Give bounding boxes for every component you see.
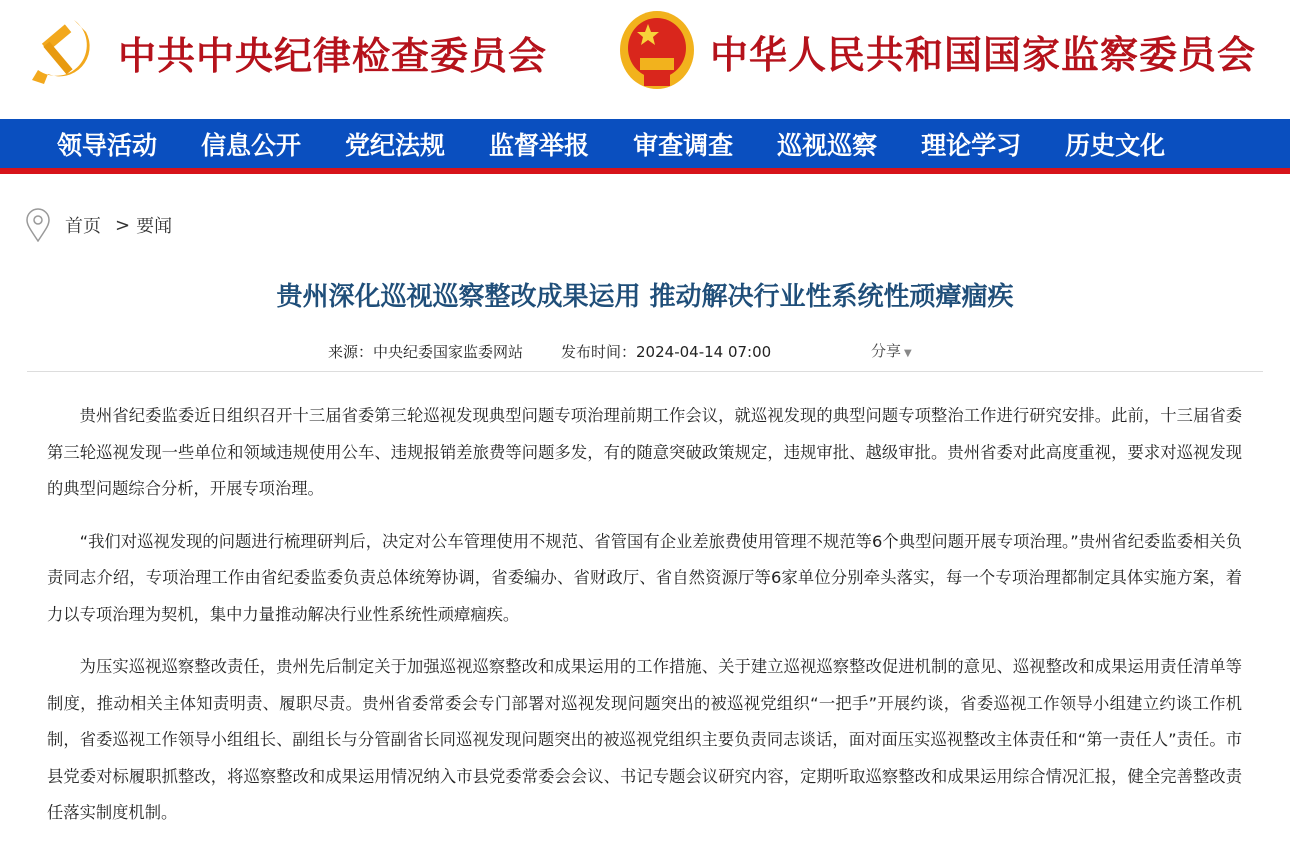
share-label: 分享 (871, 342, 902, 360)
nav-item[interactable]: 审查调查 (633, 130, 734, 160)
divider (27, 371, 1263, 372)
article-body (47, 398, 1242, 848)
nav-item[interactable]: 领导活动 (57, 130, 158, 160)
nav-item[interactable]: 历史文化 (1065, 130, 1166, 160)
org1-name: 中共中央纪律检查委员会 (118, 32, 548, 78)
article-meta (328, 341, 771, 362)
nav-item[interactable]: 巡视巡察 (777, 130, 878, 160)
caret-down-icon: ▼ (904, 348, 912, 359)
ccdi-logo[interactable] (28, 14, 547, 90)
breadcrumb-home[interactable]: 首页 (65, 216, 101, 237)
site-header (0, 0, 1290, 119)
article-source: 来源：中央纪委国家监委网站 (328, 343, 524, 361)
main-nav (0, 119, 1290, 168)
paragraph: “我们对巡视发现的问题进行梳理研判后，决定对公车管理使用不规范、省管国有企业差旅费使用管理不规范等6个典型问题开展专项治理。”贵州省纪委监委相关负责同志介绍，专项治理工作由省纪委监委负责总体统筹协调，省委编办、省财政厅、省自然资源厅等6家单位分别牵头落实，每一个专项治理都制定具体实施方案，着力以专项治理为契机，集中力量推动解决行业性系统性顽瘴痼疾。 (47, 531, 1242, 624)
location-pin-icon (25, 208, 51, 242)
nav-divider (0, 168, 1290, 174)
nav-item[interactable]: 信息公开 (201, 130, 302, 160)
nav-item[interactable]: 党纪法规 (345, 130, 446, 160)
share-button[interactable] (871, 340, 912, 361)
breadcrumb (25, 208, 172, 242)
paragraph: 为压实巡视巡察整改责任，贵州先后制定关于加强巡视巡察整改和成果运用的工作措施、关于建立巡视巡察整改促进机制的意见、巡视整改和成果运用责任清单等制度，推动相关主体知责明责、履职尽责。贵州省委常委会专门部署对巡视发现问题突出的被巡视党组织“一把手”开展约谈，省委巡视工作领导小组建立约谈工作机制，省委巡视工作领导小组组长、副组长与分管副省长同巡视发现问题突出的被巡视党组织主要负责同志谈话，面对面压实巡视整改主体责任和“第一责任人”责任。市县党委对标履职抓整改，将巡察整改和成果运用情况纳入市县党委常委会会议、书记专题会议研究内容，定期听取巡察整改和成果运用综合情况汇报，健全完善整改责任落实制度机制。 (47, 657, 1242, 822)
paragraph: 贵州省纪委监委近日组织召开十三届省委第三轮巡视发现典型问题专项治理前期工作会议，就巡视发现的典型问题专项整治工作进行研究安排。此前，十三届省委第三轮巡视发现一些单位和领域违规使用公车、违规报销差旅费等问题多发，有的随意突破政策规定，违规审批、越级审批。贵州省委对此高度重视，要求对巡视发现的典型问题综合分析，开展专项治理。 (47, 406, 1242, 498)
nsc-logo[interactable] (618, 10, 1256, 92)
article-time: 发布时间：2024-04-14 07:00 (561, 343, 772, 361)
national-emblem-icon (618, 10, 696, 92)
nav-item[interactable]: 监督举报 (489, 130, 590, 160)
breadcrumb-current[interactable]: 要闻 (136, 216, 173, 237)
org2-name: 中华人民共和国国家监察委员会 (710, 31, 1257, 77)
breadcrumb-separator: > (115, 214, 131, 236)
nav-item[interactable]: 理论学习 (921, 130, 1022, 160)
article-title: 贵州深化巡视巡察整改成果运用 推动解决行业性系统性顽瘴痼疾 (276, 282, 1014, 312)
hammer-sickle-icon (28, 14, 104, 90)
